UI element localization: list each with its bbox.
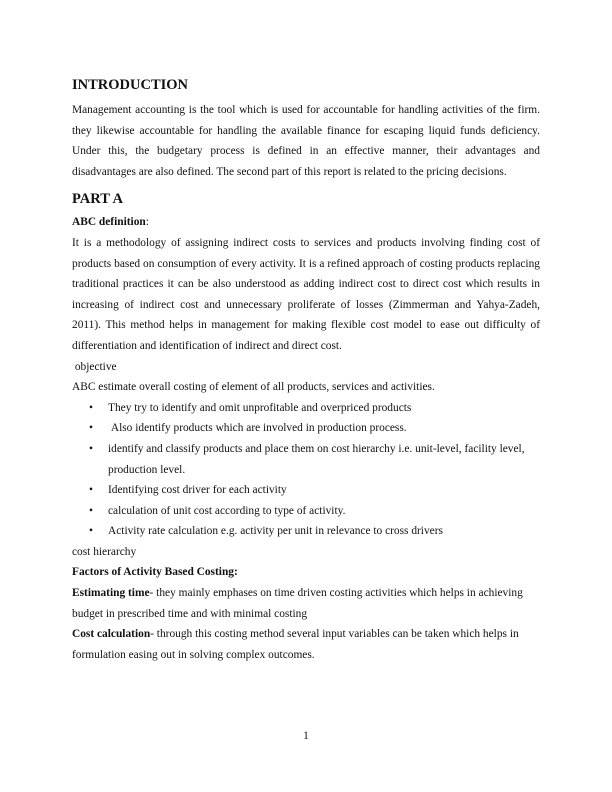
objective-bullet-list [72, 398, 540, 542]
factor-cost-calculation [72, 624, 540, 665]
list-item-text: Identifying cost driver for each activity [108, 484, 287, 497]
bullet-icon: • [89, 442, 93, 455]
factor-estimating-time-label: Estimating time [72, 587, 150, 600]
factor-cost-calculation-label: Cost calculation [72, 628, 151, 641]
bullet-icon: • [89, 504, 93, 517]
list-item-text: Also identify products which are involved in production process. [108, 422, 407, 435]
list-item [72, 501, 540, 522]
factor-estimating-time-text: - they mainly emphases on time driven costing activities which helps in achieving budget in prescribed time and with minimal costing [72, 587, 523, 620]
cost-hierarchy-text: cost hierarchy [72, 545, 137, 558]
abc-definition-line [72, 212, 540, 233]
bullet-icon: • [89, 422, 93, 435]
document-page [72, 75, 540, 665]
abc-definition-paragraph: It is a methodology of assigning indirect costs to services and products involving finding cost of products based on consumption of every activity. It is a refined approach of costing products replacing traditional practices it can be also understood as adding indirect cost to direct cost which results in increasing of indirect cost and unnecessary proliferate of losses (Zimmerman and Yahya-Zadeh, 2011). This method helps in management for making flexible cost model to ease out difficulty of differentiation and identification of indirect and direct cost. [72, 236, 540, 352]
introduction-paragraph: Management accounting is the tool which is used for accountable for handling activities of the firm. they likewise accountable for handling the available finance for escaping liquid funds deficiency. Under this, the budgetary process is defined in an effective manner, their advantages and disadvantages are also defined. The second part of this report is related to the pricing decisions. [72, 104, 540, 178]
bullet-icon: • [89, 525, 93, 538]
factor-estimating-time [72, 583, 540, 624]
page-number: 1 [303, 730, 309, 742]
list-item-text: calculation of unit cost according to type of activity. [108, 504, 346, 517]
objective-label: objective [72, 360, 117, 373]
objective-text: ABC estimate overall costing of element of all products, services and activities. [72, 381, 435, 394]
list-item [72, 521, 540, 542]
list-item [72, 398, 540, 419]
part-a-heading: PART A [72, 191, 123, 208]
introduction-heading: INTRODUCTION [72, 77, 189, 93]
list-item [72, 439, 540, 480]
abc-definition-colon: : [145, 216, 149, 229]
factors-heading: Factors of Activity Based Costing: [72, 566, 238, 579]
list-item [72, 418, 540, 439]
list-item-text: They try to identify and omit unprofitable and overpriced products [108, 401, 412, 414]
list-item-text: identify and classify products and place them on cost hierarchy i.e. unit-level, facility level, production level. [108, 442, 525, 476]
factor-cost-calculation-text: - through this costing method several input variables can be taken which helps in formulation easing out in solving complex outcomes. [72, 628, 519, 661]
bullet-icon: • [89, 401, 93, 414]
list-item [72, 480, 540, 501]
list-item-text: Activity rate calculation e.g. activity per unit in relevance to cross drivers [108, 525, 443, 538]
bullet-icon: • [89, 484, 93, 497]
abc-definition-label: ABC definition [72, 216, 146, 229]
